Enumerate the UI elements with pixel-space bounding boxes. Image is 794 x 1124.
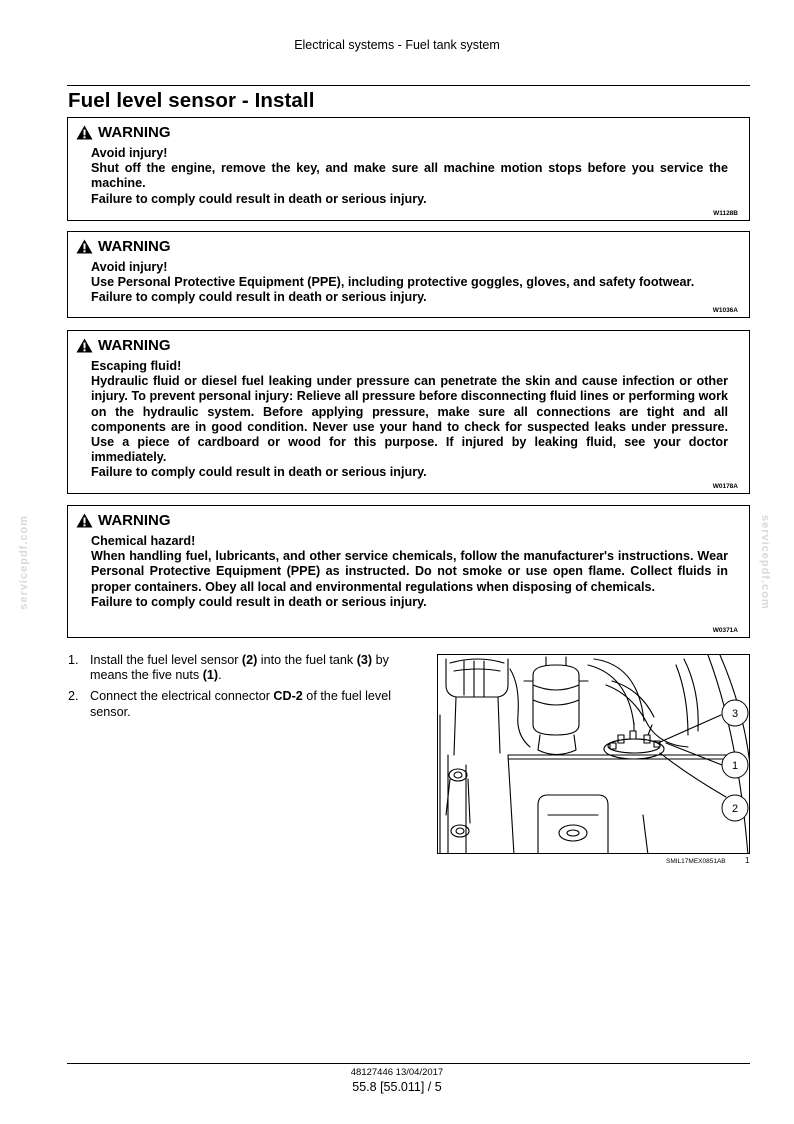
warning-heading (76, 124, 171, 141)
warning-heading (76, 238, 171, 255)
step-number: 2. (68, 689, 79, 704)
title-rule (67, 85, 750, 86)
fuel-level-sensor-illustration (437, 654, 750, 854)
step-1 (67, 653, 412, 683)
step-number: 1. (68, 653, 79, 667)
watermark-left: servicepdf.com (18, 515, 30, 610)
watermark-right: servicepdf.com (759, 515, 771, 610)
step-text: Install the fuel level sensor (2) into the fuel tank (3) by means the five nuts (1). (90, 653, 389, 683)
page-title: Fuel level sensor - Install (68, 89, 315, 112)
fuel-tank-line-drawing (438, 655, 750, 854)
warning-instruction: When handling fuel, lubricants, and other service chemicals, follow the manufacturer's instructions. Wear Personal Protective Equipment (PPE) as instructed. Do not smoke or use open flame. Collect fluids in proper containers. Obey all local and environmental regulations when disposing of chemicals. (91, 549, 728, 594)
warning-hazard: Avoid injury! (91, 146, 168, 160)
warning-consequence: Failure to comply could result in death or serious injury. (91, 594, 427, 609)
warning-code: W0371A (712, 627, 738, 634)
figure-number: 1 (745, 856, 750, 865)
warning-consequence: Failure to comply could result in death or serious injury. (91, 191, 427, 206)
warning-body (91, 534, 728, 610)
step-text: Connect the electrical connector CD-2 of the fuel level sensor. (90, 689, 392, 719)
warning-heading-text: WARNING (98, 238, 171, 255)
warning-body (91, 146, 728, 207)
warning-heading-text: WARNING (98, 512, 171, 529)
warning-consequence: Failure to comply could result in death or serious injury. (91, 290, 427, 305)
warning-box-escaping-fluid (67, 330, 750, 494)
page-number: 55.8 [55.011] / 5 (352, 1080, 442, 1094)
procedure-steps (67, 653, 412, 726)
warning-instruction: Shut off the engine, remove the key, and make sure all machine motion stops before you service the machine. (91, 161, 728, 191)
warning-code: W0178A (712, 483, 738, 490)
warning-hazard: Chemical hazard! (91, 534, 196, 548)
warning-triangle-icon (76, 338, 93, 353)
warning-triangle-icon (76, 125, 93, 140)
document-reference: 48127446 13/04/2017 (350, 1067, 444, 1078)
warning-code: W1036A (712, 307, 738, 314)
footer-rule (67, 1063, 750, 1064)
svg-text:1: 1 (731, 760, 739, 772)
warning-instruction: Hydraulic fluid or diesel fuel leaking under pressure can penetrate the skin and cause infection or other injury. To prevent personal injury: Relieve all pressure before disconnecting fluid lines or performing work on the hydraulic system. Before applying pressure, make sure all connections are tight and all components are in good condition. Never use your hand to check for suspected leaks under pressure. Use a piece of cardboard or wood for this purpose. If injured by leaking fluid, see your doctor immediately. (91, 374, 728, 465)
warning-heading (76, 337, 171, 354)
svg-text:2: 2 (731, 803, 739, 815)
callout-1 (722, 752, 748, 778)
warning-box-engine-shutoff (67, 117, 750, 221)
warning-code: W1128B (713, 210, 738, 217)
step-2 (67, 689, 412, 719)
svg-text:3: 3 (731, 708, 739, 720)
warning-body (91, 260, 728, 306)
warning-box-chemical-hazard (67, 505, 750, 638)
warning-triangle-icon (76, 513, 93, 528)
warning-box-ppe (67, 231, 750, 318)
warning-heading-text: WARNING (98, 124, 171, 141)
warning-heading-text: WARNING (98, 337, 171, 354)
warning-hazard: Escaping fluid! (91, 359, 182, 373)
warning-consequence: Failure to comply could result in death or serious injury. (91, 465, 427, 480)
warning-instruction: Use Personal Protective Equipment (PPE), including protective goggles, gloves, and safety footwear. (91, 275, 695, 290)
warning-triangle-icon (76, 239, 93, 254)
running-header: Electrical systems - Fuel tank system (294, 38, 500, 52)
callout-2 (722, 795, 748, 821)
callout-3 (722, 700, 748, 726)
figure-code: SMIL17MEX0851AB (666, 858, 726, 865)
warning-body (91, 359, 728, 481)
warning-hazard: Avoid injury! (91, 260, 168, 274)
warning-heading (76, 512, 171, 529)
